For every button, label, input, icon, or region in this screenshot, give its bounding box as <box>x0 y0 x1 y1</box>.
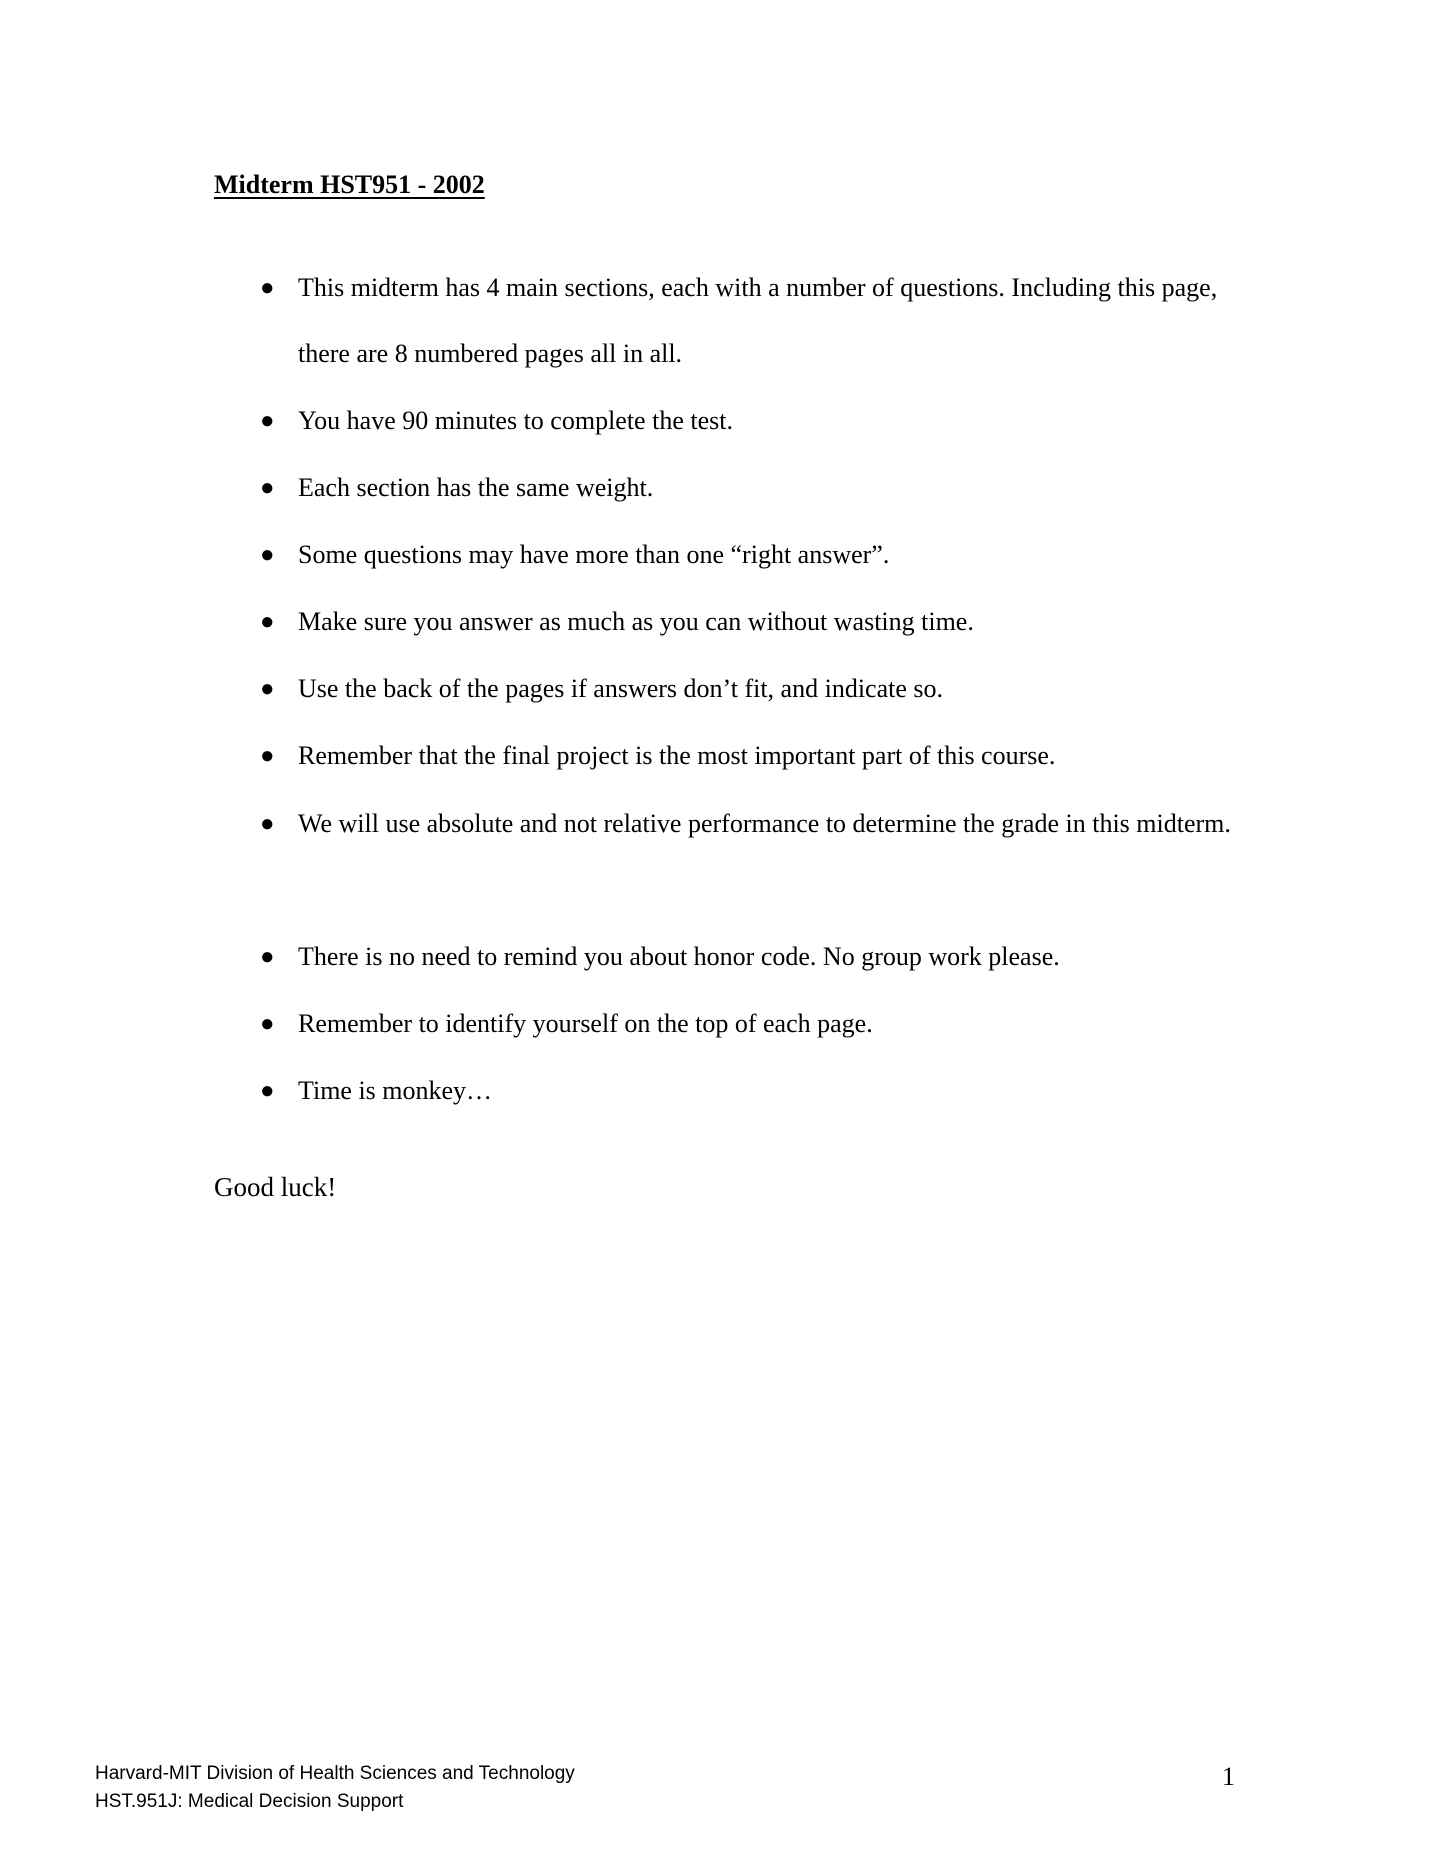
list-item-text: We will use absolute and not relative performance to determine the grade in this midterm. <box>298 809 1231 838</box>
bullet-icon: ● <box>260 811 275 837</box>
footer-course: HST.951J: Medical Decision Support <box>95 1791 404 1812</box>
list-item <box>260 455 1258 521</box>
list-item-text: Use the back of the pages if answers don’t fit, and indicate so. <box>298 674 943 703</box>
footer-institution: Harvard-MIT Division of Health Sciences and Technology <box>95 1763 575 1784</box>
closing-text: Good luck! <box>214 1172 337 1202</box>
list-item-text: Remember that the final project is the most important part of this course. <box>298 741 1056 770</box>
list-item <box>260 1058 1258 1124</box>
list-item <box>260 924 1258 990</box>
bullet-icon: ● <box>260 408 275 434</box>
list-item-text: This midterm has 4 main sections, each with a number of questions. Including this page, there are 8 numbered pages all in all. <box>298 273 1218 368</box>
bullet-icon: ● <box>260 542 275 568</box>
list-item <box>260 991 1258 1057</box>
bullet-icon: ● <box>260 609 275 635</box>
bullet-icon: ● <box>260 1078 275 1104</box>
bullet-icon: ● <box>260 676 275 702</box>
bullet-icon: ● <box>260 475 275 501</box>
list-item-text: Some questions may have more than one “right answer”. <box>298 540 890 569</box>
list-item <box>260 723 1258 789</box>
list-item <box>260 791 1258 857</box>
list-item <box>260 522 1258 588</box>
bullet-icon: ● <box>260 1011 275 1037</box>
bullet-icon: ● <box>260 743 275 769</box>
list-item-text: Remember to identify yourself on the top of each page. <box>298 1009 873 1038</box>
list-item-text: There is no need to remind you about honor code. No group work please. <box>298 942 1060 971</box>
page-number: 1 <box>1222 1762 1235 1791</box>
list-item <box>260 388 1258 454</box>
list-item <box>260 589 1258 655</box>
page-title: Midterm HST951 - 2002 <box>214 170 485 199</box>
list-item <box>260 656 1258 722</box>
list-item-text: Make sure you answer as much as you can without wasting time. <box>298 607 974 636</box>
bullet-icon: ● <box>260 944 275 970</box>
list-item-text: Each section has the same weight. <box>298 473 654 502</box>
list-item-text: You have 90 minutes to complete the test. <box>298 406 733 435</box>
list-item <box>260 255 1258 387</box>
bullet-icon: ● <box>260 275 275 301</box>
list-item-text: Time is monkey… <box>298 1076 493 1105</box>
footer <box>95 1760 575 1816</box>
